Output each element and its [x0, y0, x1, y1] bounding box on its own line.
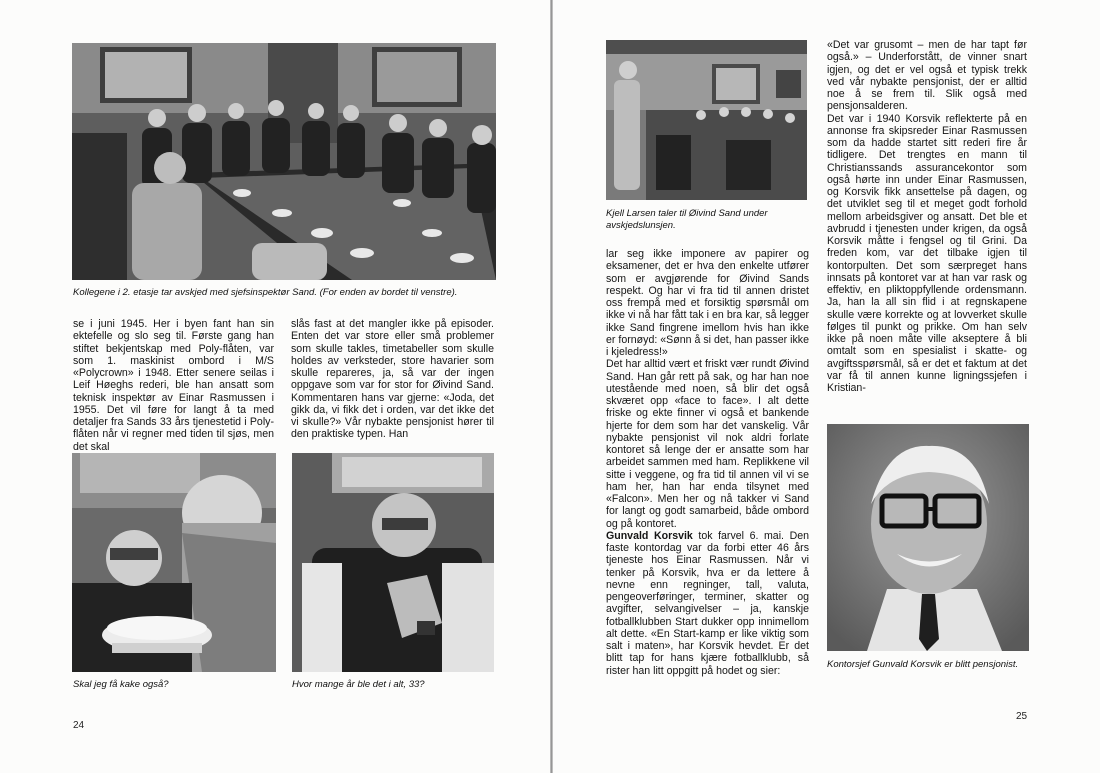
text-column-1 [73, 318, 274, 453]
photo-speech [606, 40, 807, 200]
paragraph: «Det var grusomt – men de har tapt før også.» – Underforstått, de vinner snart igjen, og det er vel også et typisk trekk ved vår nybakte pensjonist, der er alltid noe å se frem til. Slik også med pensjonsalderen. [827, 39, 1027, 113]
page-number: 24 [73, 720, 85, 731]
paragraph-text: tok farvel 6. mai. Den faste kontordag var da forbi etter 46 års tjeneste hos Einar Rasmussen. Når vi tenker på Korsvik, hva er da lettere å nevne enn regninger, tall, valuta, pengeoverføringer, terminer, skatter og avgifter, selvangivelser – ja, kanskje fotballklubben Start dukker opp innimellom alt dette. «En Start-kamp er like viktig som salt i maten», har Korsvik hevdet. Er det blitt tap for hans kjære fotballklubb, så rister han litt oppgitt på hodet og sier: [606, 529, 810, 677]
paragraph: Det har alltid vært et friskt vær rundt Øivind Sand. Han går rett på sak, og har han noe utestående med noen, så blir det også skværet opp «face to face». I alt dette friske og ekte finner vi også et bankende hjerte for dem som har det vanskelig. Vår nybakte pensjonist vil nok aldri forlate kontoret så lenge der er ansatte som har arbeidet sammen med ham. Replikkene vil sitte i veggene, og fra tid til annen vil vi se ham her, han har enda tilsynet med «Falcon». Men her og nå takker vi Sand for langt og godt samarbeid, både ombord og på kontoret. [606, 358, 809, 530]
photo-farewell-table [72, 43, 496, 280]
photo-caption: Kontorsjef Gunvald Korsvik er blitt pensjonist. [827, 659, 1019, 670]
right-page [553, 0, 1100, 773]
text-column-2 [827, 39, 1027, 394]
photo-caption: Kjell Larsen taler til Øivind Sand under avskjedslunsjen. [606, 208, 768, 231]
page-number: 25 [1016, 711, 1028, 722]
paragraph: slås fast at det mangler ikke på episoder. Enten det var store eller små problemer som skulle takles, timetabeller som skulle holdes av verksteder, store havarier som skulle repareres, ja, så var der ingen oppgave som var for stor for Øivind Sand. Kommentaren hans var gjerne: «Joda, det gikk da, vi fikk det i orden, var det ikke det vi skulle?» Vår nybakte pensjonist hører til den praktiske typen. Han [291, 318, 494, 441]
paragraph: lar seg ikke imponere av papirer og eksamener, det er hva den enkelte utfører som er avgjørende for Øivind Sands respekt. Og har vi fra tid til annen dristet oss frempå med et forsiktig spørsmål om ikke vi nå har fått tak i en bra kar, så legger ikke Sand fingrene imellom hvis han ikke er fornøyd: «Sønn å si det, han passer ikke i kjeledress!» [606, 248, 809, 358]
photo-cake [72, 453, 276, 672]
photo-caption: Kollegene i 2. etasje tar avskjed med sjefsinspektør Sand. (For enden av bordet til venstre). [73, 287, 458, 298]
text-column-2 [291, 318, 494, 441]
photo-caption: Hvor mange år ble det i alt, 33? [292, 679, 425, 690]
text-column-1 [606, 248, 809, 677]
photo-caption: Skal jeg få kake også? [73, 679, 169, 690]
photo-gesture [292, 453, 494, 672]
paragraph: Det var i 1940 Korsvik reflekterte på en annonse fra skipsreder Einar Rasmussen som da hadde startet sitt rederi fire år tidligere. Det trengtes en mann til Christianssands assurancekontor som også hørte inn under Einar Rasmussen, og Korsvik fikk ansettelse på dagen, og det utviklet seg til et meget godt forhold mellom arbeidsgiver og ansatt. Det ble et avbrudd i tjenesten under krigen, da også Korsvik måtte i fengsel og til Grini. Da freden kom, var det tilbake igjen til kontorpulten. Det som særpreget hans innsats på kontoret var at han var rask og effektiv, en pliktoppfyllende ordensmann. Ja, han la all sin flid i at regnskapene skulle være korrekte og at lovverket skulle følges til punkt og prikke. Om han selv ikke på noen måte ville akseptere å bli omtalt som en spesialist i skatte- og avgiftsspørsmål, så er det et faktum at det var få til annen kunne ligningssjefen i Kristian- [827, 112, 1027, 394]
paragraph: se i juni 1945. Her i byen fant han sin ektefelle og slo seg til. Første gang han stiftet bekjentskap med Poly-flåten, var som 1. maskinist ombord i M/S «Polycrown» i 1948. Etter senere seilas i Leif Høeghs rederi, ble han ansatt som teknisk inspektør av Einar Rasmussen i 1955. Det vil føre for langt å ta med detaljer fra Sands 33 års tjenestetid i Poly-flåten når vi regner med tiden til sjøs, men det skal [73, 318, 274, 453]
photo-portrait [827, 424, 1029, 651]
person-name: Gunvald Korsvik [606, 529, 693, 542]
paragraph [606, 530, 809, 677]
